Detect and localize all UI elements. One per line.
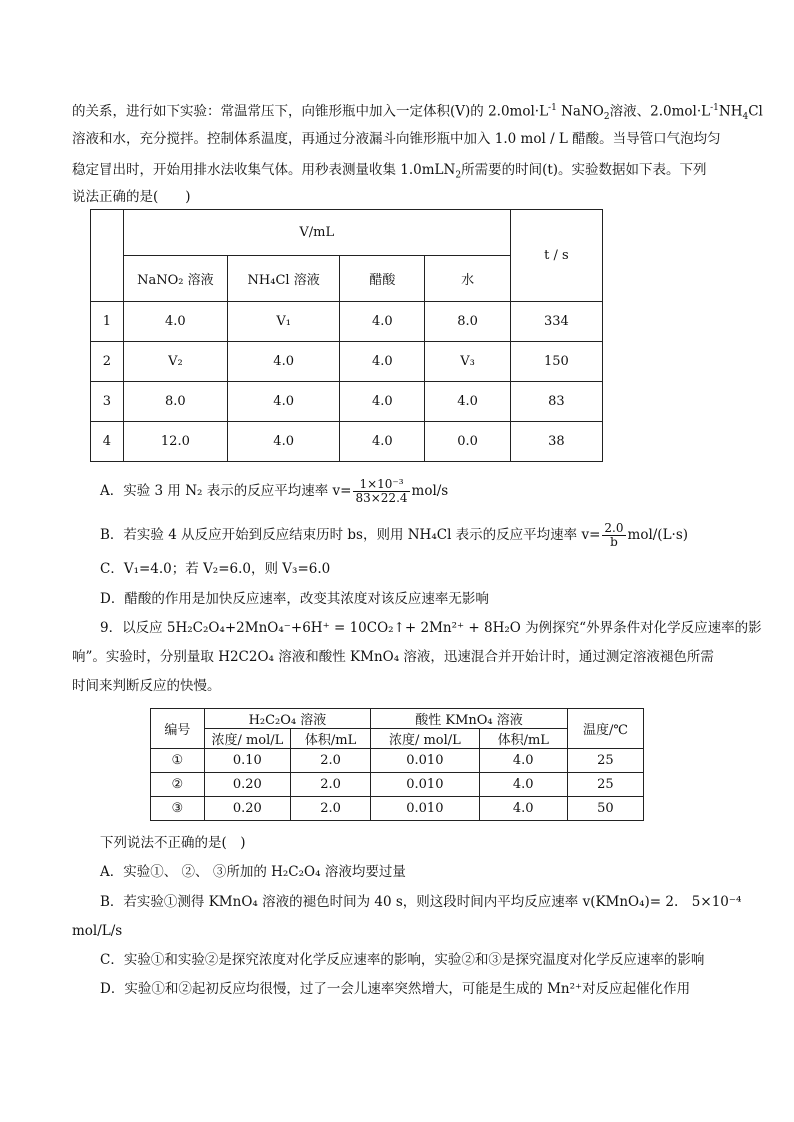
cell: 4.0 xyxy=(340,302,425,342)
cell: 4.0 xyxy=(479,749,567,773)
table2-sub: 体积/mL xyxy=(290,729,370,749)
cell: 4.0 xyxy=(425,382,510,422)
intro-line-3: 稳定冒出时，开始用排水法收集气体。用秒表测量收集 1.0mLN$_2$所需要的时间(t)。实验数据如下表。下列 xyxy=(72,162,707,181)
table2-h-b: 酸性 KMnO₄ 溶液 xyxy=(371,709,568,729)
cell: 0.010 xyxy=(371,749,480,773)
q8-option-a: A．实验 3 用 N₂ 表示的反应平均速率 v= $\frac{\text{1×10⁻³}}{83\times 22.4}$ mol/s xyxy=(100,477,449,505)
cell: 2 xyxy=(91,342,124,382)
cell: 334 xyxy=(510,302,602,342)
table1-col-nano2: NaNO₂ 溶液 xyxy=(123,256,227,302)
cell: 4.0 xyxy=(340,342,425,382)
cell: 12.0 xyxy=(123,422,227,462)
cell: 8.0 xyxy=(123,382,227,422)
cell: 0.010 xyxy=(371,773,480,797)
table2-h-a: H₂C₂O₄ 溶液 xyxy=(204,709,370,729)
q8-option-c: C．V₁=4.0；若 V₂=6.0，则 V₃=6.0 xyxy=(100,561,331,577)
table1-corner xyxy=(91,210,124,302)
cell: V₃ xyxy=(425,342,510,382)
cell: 4.0 xyxy=(228,382,340,422)
table1-t-header: t / s xyxy=(510,210,602,302)
table-row xyxy=(151,773,644,797)
table-row xyxy=(151,797,644,821)
cell: 8.0 xyxy=(425,302,510,342)
cell: 4.0 xyxy=(340,422,425,462)
table2-sub: 浓度/ mol/L xyxy=(204,729,290,749)
cell: 25 xyxy=(567,773,643,797)
q9-option-b-2: mol/L/s xyxy=(72,923,123,939)
cell: 2.0 xyxy=(290,773,370,797)
table-row xyxy=(151,749,644,773)
q9-option-d: D．实验①和②起初反应均很慢，过了一会儿速率突然增大，可能是生成的 Mn²⁺对反应起催化作用 xyxy=(100,981,691,997)
cell: 4.0 xyxy=(228,422,340,462)
cell: 83 xyxy=(510,382,602,422)
cell: 0.20 xyxy=(204,797,290,821)
cell: V₁ xyxy=(228,302,340,342)
cell: 25 xyxy=(567,749,643,773)
cell: 3 xyxy=(91,382,124,422)
cell: ② xyxy=(151,773,205,797)
table1-col-acetic: 醋酸 xyxy=(340,256,425,302)
cell: 0.10 xyxy=(204,749,290,773)
table2-sub: 体积/mL xyxy=(479,729,567,749)
cell: ① xyxy=(151,749,205,773)
cell: 4 xyxy=(91,422,124,462)
q8-option-b: B．若实验 4 从反应开始到反应结束历时 bs，则用 NH₄Cl 表示的反应平均速率 v= $\frac{2.0}{b}$ mol/(L·s) xyxy=(100,521,689,549)
q9-question: 下列说法不正确的是( ) xyxy=(100,835,246,851)
cell: 1 xyxy=(91,302,124,342)
q8-option-d: D．醋酸的作用是加快反应速率，改变其浓度对该反应速率无影响 xyxy=(100,591,489,607)
data-table-1 xyxy=(90,209,603,462)
intro-line-4: 说法正确的是( ) xyxy=(72,189,191,205)
intro-line-1: 的关系，进行如下实验：常温常压下，向锥形瓶中加入一定体积(V)的 $2.0mol\cdot L^{-1}$ NaNO$_2$溶液、$2.0mol\cdot L^{-1}NH_4Cl$ xyxy=(72,103,763,123)
intro-line-2: 溶液和水，充分搅拌。控制体系温度，再通过分液漏斗向锥形瓶中加入 1.0 mol / L 醋酸。当导管口气泡均匀 xyxy=(72,131,721,147)
q9-option-b-1: B．若实验①测得 KMnO₄ 溶液的褪色时间为 40 s，则这段时间内平均反应速率 v(KMnO₄)= 2. 5×10⁻⁴ xyxy=(100,894,742,910)
cell: 0.20 xyxy=(204,773,290,797)
cell: 150 xyxy=(510,342,602,382)
cell: 2.0 xyxy=(290,749,370,773)
cell: 50 xyxy=(567,797,643,821)
cell: 0.010 xyxy=(371,797,480,821)
table-row xyxy=(91,342,603,382)
q9-stem-2: 响”。实验时，分别量取 H2C2O₄ 溶液和酸性 KMnO₄ 溶液，迅速混合并开始计时，通过测定溶液褪色所需 xyxy=(72,649,714,665)
cell: 4.0 xyxy=(228,342,340,382)
cell: V₂ xyxy=(123,342,227,382)
cell: ③ xyxy=(151,797,205,821)
table1-col-nh4cl: NH₄Cl 溶液 xyxy=(228,256,340,302)
table2-h-temp: 温度/℃ xyxy=(567,709,643,749)
data-table-2 xyxy=(150,708,644,821)
q9-option-c: C．实验①和实验②是探究浓度对化学反应速率的影响，实验②和③是探究温度对化学反应速率的影响 xyxy=(100,952,705,968)
cell: 38 xyxy=(510,422,602,462)
table-row xyxy=(91,382,603,422)
cell: 4.0 xyxy=(479,773,567,797)
cell: 0.0 xyxy=(425,422,510,462)
table-row xyxy=(91,302,603,342)
table1-col-water: 水 xyxy=(425,256,510,302)
cell: 4.0 xyxy=(479,797,567,821)
q9-stem-1: 9．以反应 5H₂C₂O₄+2MnO₄⁻+6H⁺ = 10CO₂↑+ 2Mn²⁺ + 8H₂O 为例探究“外界条件对化学反应速率的影 xyxy=(100,620,762,636)
q9-stem-3: 时间来判断反应的快慢。 xyxy=(72,678,221,694)
table2-sub: 浓度/ mol/L xyxy=(371,729,480,749)
table2-h-no: 编号 xyxy=(151,709,205,749)
cell: 4.0 xyxy=(123,302,227,342)
table1-v-header: V/mL xyxy=(123,210,510,256)
table-row xyxy=(91,422,603,462)
cell: 4.0 xyxy=(340,382,425,422)
cell: 2.0 xyxy=(290,797,370,821)
q9-option-a: A．实验①、 ②、 ③所加的 H₂C₂O₄ 溶液均要过量 xyxy=(100,864,406,880)
